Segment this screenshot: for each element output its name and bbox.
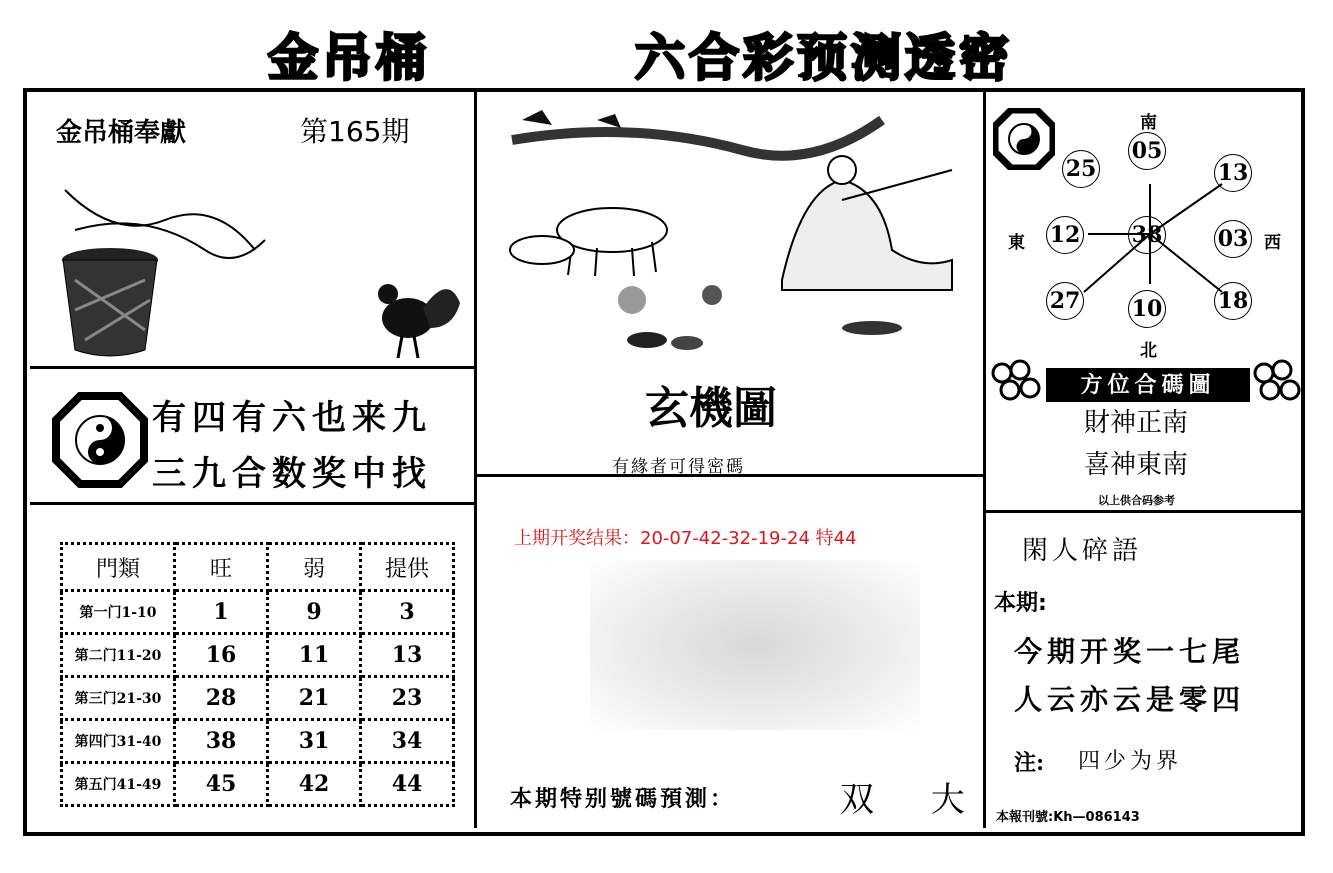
mystery-caption: 玄機圖 bbox=[645, 383, 777, 434]
row-label: 第一门1-10 bbox=[62, 591, 175, 634]
table-row bbox=[62, 634, 454, 677]
direction-line-1: 財神正南 bbox=[1084, 408, 1189, 438]
riddle-line-2: 三九合数奖中找 bbox=[152, 454, 432, 494]
cell-ruo: 31 bbox=[268, 720, 361, 763]
cloud-icon-left bbox=[990, 358, 1050, 408]
compass-num-w: 12 bbox=[1046, 216, 1084, 254]
compass-num-ne: 13 bbox=[1214, 154, 1252, 192]
divider-l2 bbox=[30, 502, 474, 505]
direction-line-2: 喜神東南 bbox=[1084, 450, 1189, 480]
door-table bbox=[60, 542, 455, 807]
table-row bbox=[62, 677, 454, 720]
header-category: 門類 bbox=[62, 544, 175, 591]
compass-num-nw: 25 bbox=[1062, 150, 1100, 188]
divider-r1 bbox=[986, 510, 1302, 513]
compass-num-e: 03 bbox=[1214, 220, 1252, 258]
cell-ti: 34 bbox=[361, 720, 454, 763]
compass-num-s: 10 bbox=[1128, 290, 1166, 328]
row-label: 第五门41-49 bbox=[62, 763, 175, 806]
blurred-area bbox=[590, 560, 920, 730]
gossip-note: 四少为界 bbox=[1078, 749, 1183, 774]
row-label: 第四门31-40 bbox=[62, 720, 175, 763]
direction-banner: 方位合碼圖 bbox=[1046, 368, 1250, 402]
cell-ruo: 9 bbox=[268, 591, 361, 634]
main-title: 六合彩预测透密 bbox=[635, 29, 1013, 87]
cell-wang: 45 bbox=[175, 763, 268, 806]
cell-wang: 16 bbox=[175, 634, 268, 677]
mystery-illustration bbox=[482, 100, 978, 360]
cell-wang: 28 bbox=[175, 677, 268, 720]
cloud-icon-right bbox=[1250, 358, 1305, 408]
cell-ti: 3 bbox=[361, 591, 454, 634]
cell-ruo: 21 bbox=[268, 677, 361, 720]
riddle-line-1: 有四有六也来九 bbox=[152, 398, 432, 438]
brand-title: 金吊桶 bbox=[268, 29, 430, 87]
brand-label: 金吊桶奉獻 bbox=[56, 118, 187, 148]
divider-left bbox=[474, 92, 477, 828]
compass-num-center: 38 bbox=[1128, 216, 1166, 254]
gossip-line-1: 今期开奖一七尾 bbox=[1014, 635, 1246, 668]
direction-note: 以上供合码参考 bbox=[1098, 494, 1175, 507]
special-label: 本期特别號碼預測： bbox=[510, 786, 736, 812]
cell-wang: 1 bbox=[175, 591, 268, 634]
row-label: 第二门11-20 bbox=[62, 634, 175, 677]
gossip-title: 閑人碎語 bbox=[1022, 536, 1143, 566]
compass-num-se: 18 bbox=[1214, 282, 1252, 320]
rooster-illustration bbox=[368, 268, 468, 363]
header-ruo: 弱 bbox=[268, 544, 361, 591]
gossip-note-label: 注: bbox=[1014, 750, 1045, 776]
issue-number: 第165期 bbox=[300, 115, 410, 148]
compass-num-n: 05 bbox=[1128, 132, 1166, 170]
header-ti: 提供 bbox=[361, 544, 454, 591]
table-row bbox=[62, 591, 454, 634]
compass-north: 北 bbox=[1140, 341, 1157, 361]
compass-num-sw: 27 bbox=[1046, 282, 1084, 320]
mystery-subcaption: 有緣者可得密碼 bbox=[612, 457, 745, 477]
table-row bbox=[62, 763, 454, 806]
compass-west: 西 bbox=[1264, 233, 1281, 253]
table-header-row bbox=[62, 544, 454, 591]
cell-ti: 23 bbox=[361, 677, 454, 720]
gossip-label: 本期: bbox=[994, 591, 1047, 616]
cell-ruo: 11 bbox=[268, 634, 361, 677]
cell-ti: 13 bbox=[361, 634, 454, 677]
special-value: 双 大 bbox=[840, 780, 969, 820]
header-wang: 旺 bbox=[175, 544, 268, 591]
compass-south: 南 bbox=[1140, 113, 1157, 133]
gossip-line-2: 人云亦云是零四 bbox=[1014, 683, 1246, 716]
bucket-illustration bbox=[55, 180, 275, 360]
divider-l1 bbox=[30, 366, 474, 369]
cell-ti: 44 bbox=[361, 763, 454, 806]
issue-code: 本報刊號:Kh—086143 bbox=[996, 810, 1140, 825]
compass-east: 東 bbox=[1008, 233, 1025, 253]
row-label: 第三门21-30 bbox=[62, 677, 175, 720]
cell-ruo: 42 bbox=[268, 763, 361, 806]
table-row bbox=[62, 720, 454, 763]
last-result: 上期开奖结果：20-07-42-32-19-24 特44 bbox=[514, 528, 857, 549]
cell-wang: 38 bbox=[175, 720, 268, 763]
bagua-icon bbox=[52, 392, 148, 488]
